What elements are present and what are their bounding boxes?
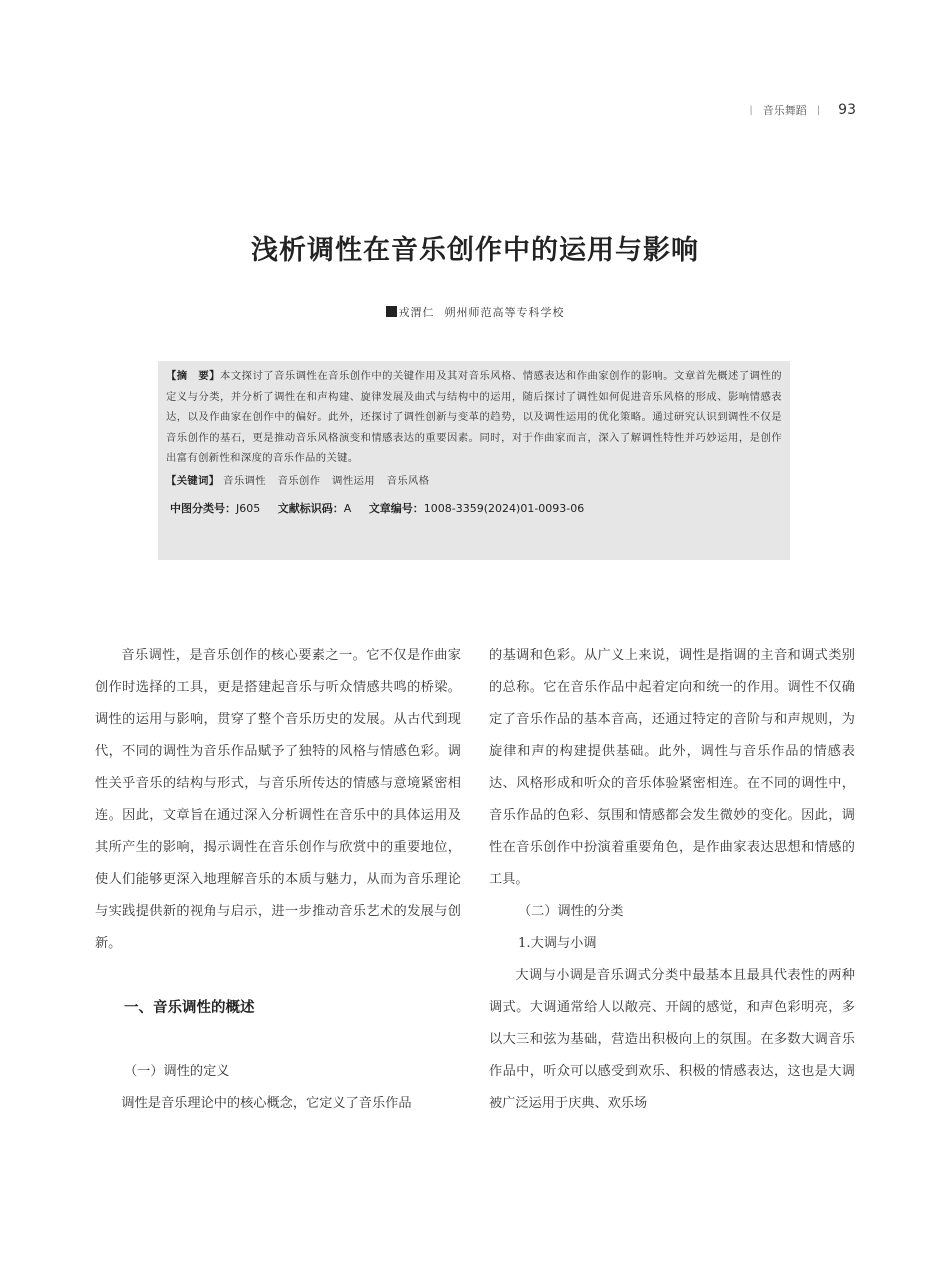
sub-subsection-heading: 1.大调与小调 <box>518 936 597 951</box>
page-number: 93 <box>838 102 856 118</box>
major-minor-paragraph: 大调与小调是音乐调式分类中最基本且最具代表性的两种调式。大调通常给人以敞亮、开阔的感觉，和声色彩明亮，多以大三和弦为基础，营造出积极向上的氛围。在多数大调音乐作品中，听众可以感受到欢乐、积极的情感表达，这也是大调被广泛运用于庆典、欢乐场 <box>489 968 855 1111</box>
right-column <box>489 640 855 1120</box>
subsection-heading: （二）调性的分类 <box>518 904 624 919</box>
keyword: 音乐调性 <box>223 474 266 487</box>
article-number: 文章编号：1008-3359(2024)01-0093-06 <box>368 501 585 515</box>
separator: | <box>749 104 753 116</box>
section-heading: 一、音乐调性的概述 <box>124 1000 255 1016</box>
classification-line <box>166 500 782 516</box>
keyword: 音乐风格 <box>386 474 430 487</box>
left-column <box>95 640 461 1120</box>
keywords <box>166 471 782 491</box>
clc-number: 中图分类号：J605 <box>170 501 261 515</box>
abstract-box <box>158 361 790 560</box>
separator: | <box>816 104 821 116</box>
subsection-heading: （一）调性的定义 <box>124 1064 230 1079</box>
abstract-text: 本文探讨了音乐调性在音乐创作中的关键作用及其对音乐风格、情感表达和作曲家创作的影响。文章首先概述了调性的定义与分类，并分析了调性在和声构建、旋律发展及曲式与结构中的运用，随后探讨了调性如何促进音乐风格的形成、影响情感表达，以及作曲家在创作中的偏好。此外，还探讨了调性创新与变革的趋势，以及调性运用的优化策略。通过研究认识到调性不仅是音乐创作的基石，更是推动音乐风格演变和情感表达的重要因素。同时，对于作曲家而言，深入了解调性特性并巧妙运用，是创作出富有创新性和深度的音乐作品的关键。 <box>166 370 782 464</box>
keywords-label: 【关键词】 <box>166 474 220 487</box>
abstract <box>166 366 782 469</box>
intro-paragraph: 音乐调性，是音乐创作的核心要素之一。它不仅是作曲家创作时选择的工具，更是搭建起音乐与听众情感共鸣的桥梁。调性的运用与影响，贯穿了整个音乐历史的发展。从古代到现代，不同的调性为音乐作品赋予了独特的风格与情感色彩。调性关乎音乐的结构与形式，与音乐所传达的情感与意境紧密相连。因此，文章旨在通过深入分析调性在音乐中的具体运用及其所产生的影响，揭示调性在音乐创作与欣赏中的重要地位，使人们能够更深入地理解音乐的本质与魅力，从而为音乐理论与实践提供新的视角与启示，进一步推动音乐艺术的发展与创新。 <box>95 648 461 951</box>
abstract-label: 【摘 要】 <box>166 370 221 382</box>
definition-paragraph: 调性是音乐理论中的核心概念，它定义了音乐作品 <box>121 1096 412 1111</box>
square-bullet-icon <box>386 306 397 317</box>
document-code: 文献标识码：A <box>277 501 352 515</box>
keyword: 调性运用 <box>332 474 375 487</box>
keyword: 音乐创作 <box>277 474 321 487</box>
byline <box>0 304 950 320</box>
author: 戎渭仁 <box>398 306 435 319</box>
article-title: 浅析调性在音乐创作中的运用与影响 <box>251 235 699 266</box>
journal-section: 音乐舞蹈 <box>762 104 807 117</box>
spacer <box>95 960 461 992</box>
affiliation: 朔州师范高等专科学校 <box>444 306 565 319</box>
spacer <box>95 1024 461 1056</box>
definition-paragraph-continued: 的基调和色彩。从广义上来说，调性是指调的主音和调式类别的总称。它在音乐作品中起着定向和统一的作用。调性不仅确定了音乐作品的基本音高，还通过特定的音阶与和声规则，为旋律和声的构建提供基础。此外，调性与音乐作品的情感表达、风格形成和听众的音乐体验紧密相连。在不同的调性中，音乐作品的色彩、氛围和情感都会发生微妙的变化。因此，调性在音乐创作中扮演着重要角色，是作曲家表达思想和情感的工具。 <box>489 648 855 887</box>
running-head <box>749 102 856 118</box>
